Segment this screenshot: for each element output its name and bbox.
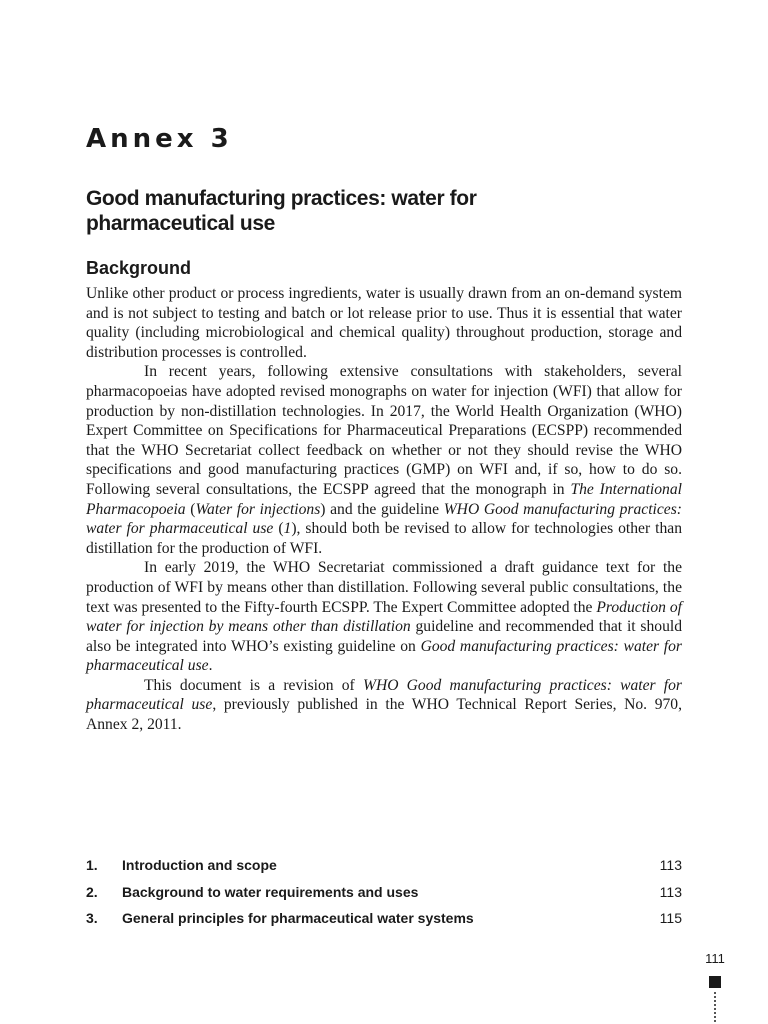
p3-text-e: . bbox=[208, 657, 213, 675]
toc-title: Introduction and scope bbox=[122, 857, 277, 874]
document-title bbox=[86, 186, 646, 236]
p2-reference-1: 1 bbox=[283, 520, 292, 538]
paragraph-2 bbox=[86, 362, 682, 558]
toc-number: 3. bbox=[86, 910, 98, 927]
page-marker-dotted-line bbox=[714, 992, 716, 1022]
page-number: 111 bbox=[705, 951, 725, 966]
p3-text-c: guideline and recommended that it should also be integrated into WHO’s existing guideline on bbox=[86, 618, 682, 655]
toc-title: Background to water requirements and uses bbox=[122, 883, 419, 900]
p2-text-c: ( bbox=[185, 500, 196, 518]
p2-text-e: ) and the guideline bbox=[320, 500, 444, 518]
table-of-contents bbox=[86, 852, 682, 932]
toc-entry[interactable] bbox=[86, 852, 682, 879]
p4-text-a: This document is a revision of bbox=[144, 676, 363, 694]
p2-italic-f: WHO Good manufacturing practices: water for pharmaceutical use bbox=[86, 500, 682, 538]
title-line-1: Good manufacturing practices: water for bbox=[86, 187, 477, 210]
p2-text-a: In recent years, following extensive consultations with stakeholders, several pharmacopoeias have adopted revised monographs on water for injection (WFI) that allow for production by non-distillation technologies. In 2017, the World Health Organization (WHO) Expert Committee on Specifications for Pharmaceutical Preparations (ECSPP) recommended that the WHO Secretariat collect feedback on whether or not they should revise the WHO specifications and good manufacturing practices (GMP) on WFI and, if so, how to do so. Following several consultations, the ECSPP agreed that the monograph in bbox=[86, 363, 682, 498]
toc-entry[interactable] bbox=[86, 905, 682, 932]
p3-text-a: In early 2019, the WHO Secretariat commissioned a draft guidance text for the production of WFI by means other than distillation. Following several public consultations, the text was presented to the Fifty-fourth ECSPP. The Expert Committee adopted the bbox=[86, 559, 682, 616]
p2-italic-b: The International Pharmacopoeia bbox=[86, 480, 682, 518]
paragraph-4 bbox=[86, 676, 682, 735]
toc-entry[interactable] bbox=[86, 879, 682, 906]
p3-italic-b: Production of water for injection by means other than distillation bbox=[86, 598, 682, 636]
section-heading-background: Background bbox=[86, 258, 192, 278]
p4-text-c: , previously published in the WHO Technical Report Series, No. 970, Annex 2, 2011. bbox=[86, 696, 682, 734]
p3-italic-d: Good manufacturing practices: water for pharmaceutical use bbox=[86, 637, 682, 675]
title-line-2: pharmaceutical use bbox=[86, 212, 275, 235]
paragraph-3 bbox=[86, 558, 682, 676]
p2-text-j: ), should both be revised to allow for technologies other than distillation for the production of WFI. bbox=[86, 520, 683, 557]
page-marker-square-icon bbox=[709, 976, 721, 988]
p4-italic-b: WHO Good manufacturing practices: water for pharmaceutical use bbox=[86, 676, 682, 714]
toc-page: 113 bbox=[659, 883, 682, 900]
annex-label: Annex 3 bbox=[86, 124, 233, 154]
p2-italic-d: Water for injections bbox=[195, 500, 321, 518]
toc-number: 2. bbox=[86, 883, 98, 900]
p2-text-g: ( bbox=[273, 520, 284, 538]
toc-page: 113 bbox=[659, 857, 682, 874]
toc-page: 115 bbox=[659, 910, 682, 927]
toc-title: General principles for pharmaceutical water systems bbox=[122, 910, 474, 927]
body-text bbox=[86, 284, 682, 735]
toc-number: 1. bbox=[86, 857, 98, 874]
paragraph-1: Unlike other product or process ingredients, water is usually drawn from an on-demand system and is not subject to testing and batch or lot release prior to use. Thus it is essential that water quality (including microbiological and chemical quality) throughout production, storage and distribution processes is controlled. bbox=[86, 285, 682, 361]
